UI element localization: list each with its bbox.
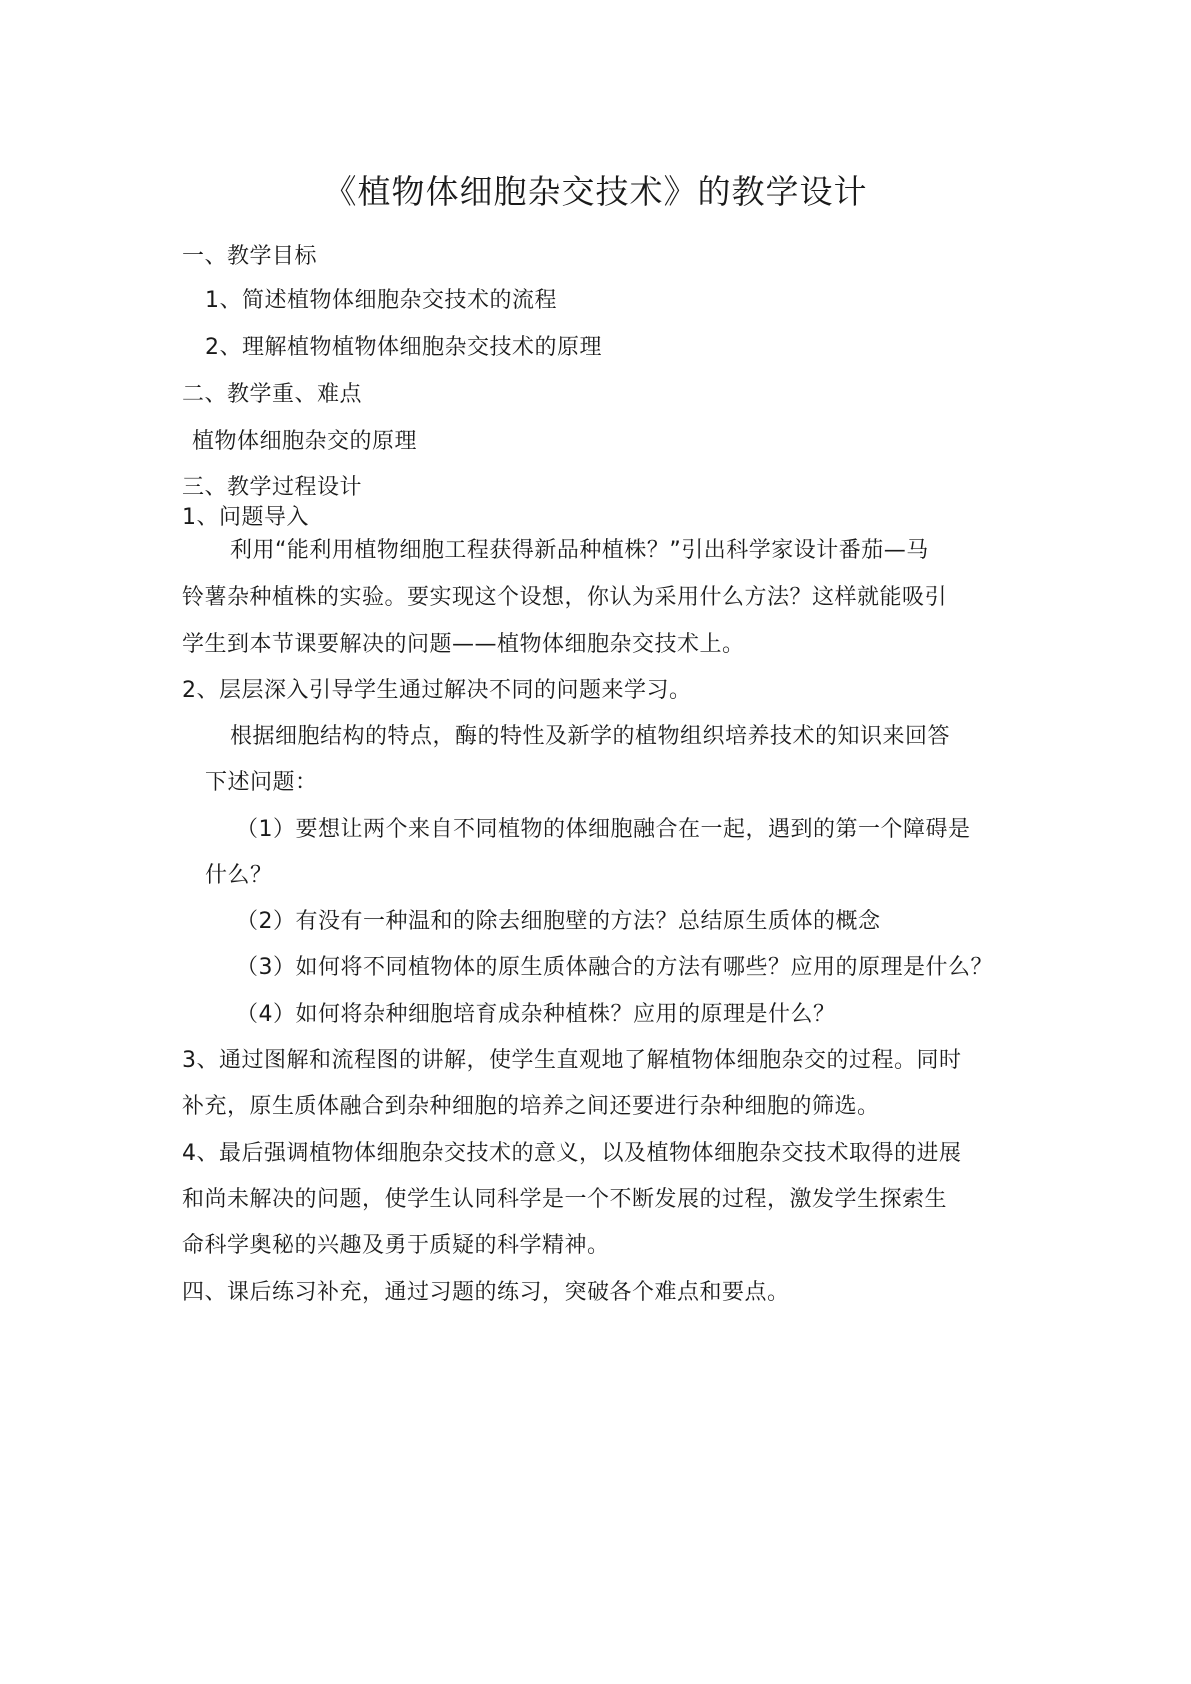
section-heading-process: 三、教学过程设计: [182, 475, 363, 500]
step4-line-3: 命科学奥秘的兴趣及勇于质疑的科学精神。: [182, 1233, 610, 1258]
section-heading-key-points: 二、教学重、难点: [182, 382, 363, 407]
step2-intro-line-2: 下述问题：: [205, 770, 318, 795]
step3-line-1: 3、通过图解和流程图的讲解，使学生直观地了解植物体细胞杂交的过程。同时: [182, 1048, 962, 1073]
goal-item-2: 2、理解植物植物体细胞杂交技术的原理: [205, 335, 602, 360]
step4-line-1: 4、最后强调植物体细胞杂交技术的意义，以及植物体细胞杂交技术取得的进展: [182, 1141, 962, 1166]
step2-question-1: （1）要想让两个来自不同植物的体细胞融合在一起，遇到的第一个障碍是: [236, 817, 971, 842]
goal-item-1: 1、简述植物体细胞杂交技术的流程: [205, 288, 557, 313]
step1-heading: 1、问题导入: [182, 505, 309, 530]
section-heading-exercise: 四、课后练习补充，通过习题的练习，突破各个难点和要点。: [182, 1280, 790, 1305]
step2-question-3: （3）如何将不同植物体的原生质体融合的方法有哪些？应用的原理是什么？: [236, 955, 993, 980]
step1-line-2: 铃薯杂种植株的实验。要实现这个设想，你认为采用什么方法？这样就能吸引: [182, 585, 948, 610]
page-title: 《植物体细胞杂交技术》的教学设计: [323, 172, 868, 211]
step2-heading: 2、层层深入引导学生通过解决不同的问题来学习。: [182, 678, 692, 703]
step4-line-2: 和尚未解决的问题，使学生认同科学是一个不断发展的过程，激发学生探索生: [182, 1187, 948, 1212]
step1-line-3: 学生到本节课要解决的问题——植物体细胞杂交技术上。: [182, 632, 745, 657]
key-points-text: 植物体细胞杂交的原理: [192, 429, 418, 454]
section-heading-goals: 一、教学目标: [182, 244, 318, 269]
step2-intro-line-1: 根据细胞结构的特点，酶的特性及新学的植物组织培养技术的知识来回答: [230, 724, 951, 749]
step2-question-4: （4）如何将杂种细胞培育成杂种植株？应用的原理是什么？: [236, 1002, 836, 1027]
step2-question-1-cont: 什么？: [205, 863, 273, 888]
step3-line-2: 补充，原生质体融合到杂种细胞的培养之间还要进行杂种细胞的筛选。: [182, 1094, 880, 1119]
step1-line-1: 利用“能利用植物细胞工程获得新品种植株？”引出科学家设计番茄—马: [230, 538, 929, 563]
step2-question-2: （2）有没有一种温和的除去细胞壁的方法？总结原生质体的概念: [236, 909, 881, 934]
